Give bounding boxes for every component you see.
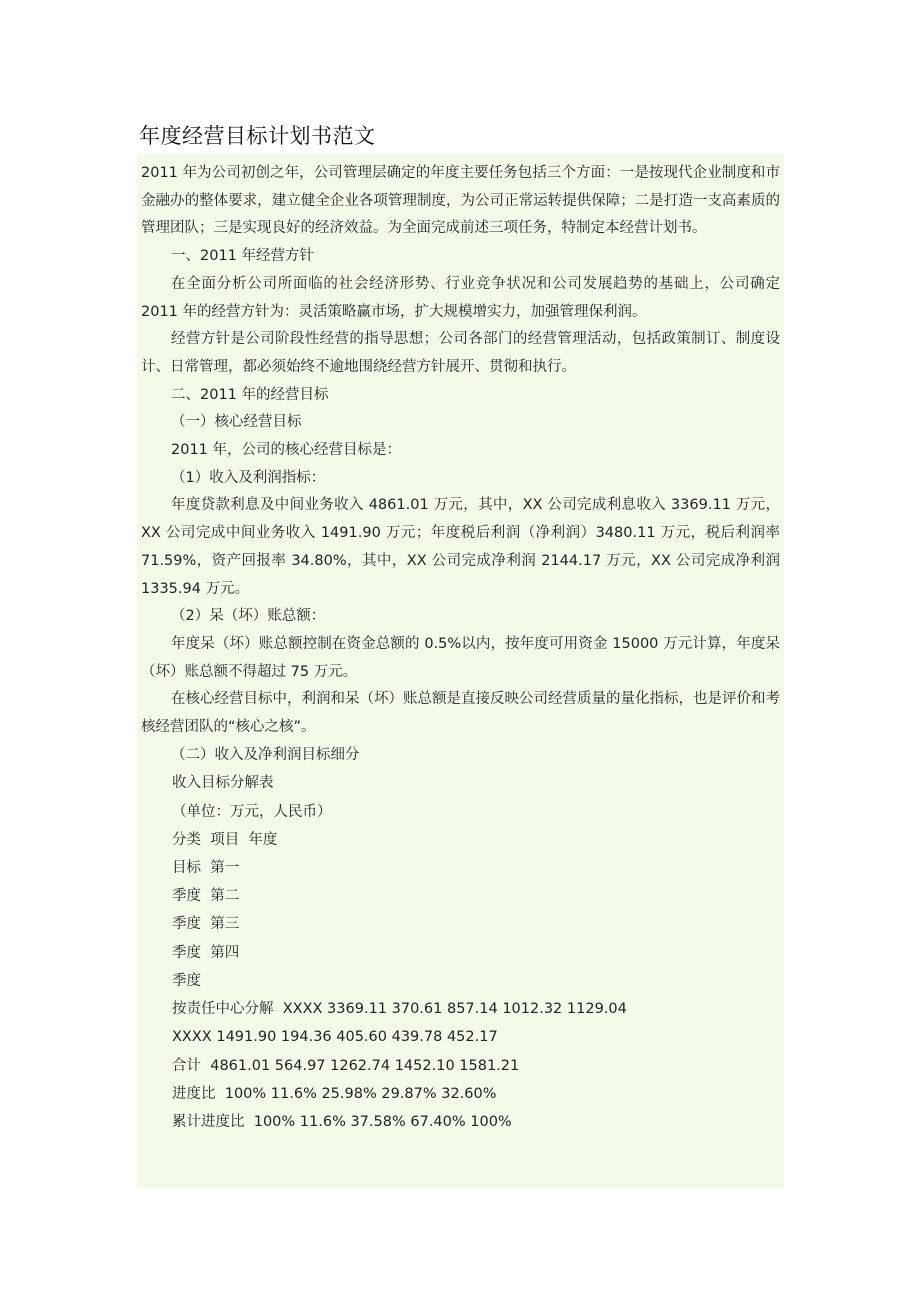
intro-paragraph: 2011 年为公司初创之年，公司管理层确定的年度主要任务包括三个方面：一是按现代企业制度和市金融办的整体要求，建立健全企业各项管理制度，为公司正常运转提供保障；二是打造一支高素质的管理团队；三是实现良好的经济效益。为全面完成前述三项任务，特制定本经营计划书。 <box>141 165 780 237</box>
subsection-heading-core: （一）核心经营目标 <box>171 414 302 431</box>
table-caption: 收入目标分解表 <box>172 775 274 792</box>
table-row: 季度 第二 <box>172 888 240 905</box>
item-heading-income: （1）收入及利润指标： <box>171 469 326 486</box>
table-row: 季度 第四 <box>172 944 240 961</box>
table-row: XXXX 1491.90 194.36 405.60 439.78 452.17 <box>172 1029 498 1046</box>
section-heading-policy: 一、2011 年经营方针 <box>171 248 315 265</box>
subsection-heading-breakdown: （二）收入及净利润目标细分 <box>171 746 360 763</box>
table-row: 累计进度比 100% 11.6% 37.58% 67.40% 100% <box>172 1113 512 1130</box>
table-row: 分类 项目 年度 <box>172 831 278 848</box>
table-row: 合计 4861.01 564.97 1262.74 1452.10 1581.21 <box>172 1057 520 1074</box>
policy-paragraph: 在全面分析公司所面临的社会经济形势、行业竞争状况和公司发展趋势的基础上，公司确定 2011 年的经营方针为：灵活策略赢市场，扩大规模增实力，加强管理保利润。 <box>141 275 780 320</box>
item-heading-bad-debt: （2）呆（坏）账总额： <box>171 608 326 625</box>
table-row: 季度 第三 <box>172 916 240 933</box>
section-heading-targets: 二、2011 年的经营目标 <box>171 386 329 403</box>
core-target-intro: 2011 年，公司的核心经营目标是： <box>171 442 402 459</box>
table-unit: （单位：万元，人民币） <box>172 803 332 820</box>
table-row: 季度 <box>172 972 201 989</box>
core-summary-paragraph: 在核心经营目标中，利润和呆（坏）账总额是直接反映公司经营质量的量化指标，也是评价和考核经营团队的“核心之核”。 <box>141 691 780 736</box>
policy-guidance-paragraph: 经营方针是公司阶段性经营的指导思想；公司各部门的经营管理活动，包括政策制订、制度设计、日常管理，都必须始终不逾地围绕经营方针展开、贯彻和执行。 <box>141 331 780 375</box>
document-title: 年度经营目标计划书范文 <box>139 124 376 148</box>
bad-debt-paragraph: 年度呆（坏）账总额控制在资金总额的 0.5%以内，按年度可用资金 15000 万元计算，年度呆（坏）账总额不得超过 75 万元。 <box>141 635 780 680</box>
table-row: 按责任中心分解 XXXX 3369.11 370.61 857.14 1012.32 1129.04 <box>172 1001 627 1018</box>
document-body <box>137 154 784 1188</box>
income-paragraph: 年度贷款利息及中间业务收入 4861.01 万元，其中，XX 公司完成利息收入 3369.11 万元，XX 公司完成中间业务收入 1491.90 万元；年度税后利润（净利润）3480.11 万元，税后利润率 71.59%，资产回报率 34.80%，其中，XX 公司完成净利润 2144.17 万元，XX 公司完成净利润 1335.94 万元。 <box>141 497 780 597</box>
table-row: 进度比 100% 11.6% 25.98% 29.87% 32.60% <box>172 1085 497 1102</box>
income-breakdown-table <box>141 769 780 1136</box>
table-row: 目标 第一 <box>172 860 240 877</box>
